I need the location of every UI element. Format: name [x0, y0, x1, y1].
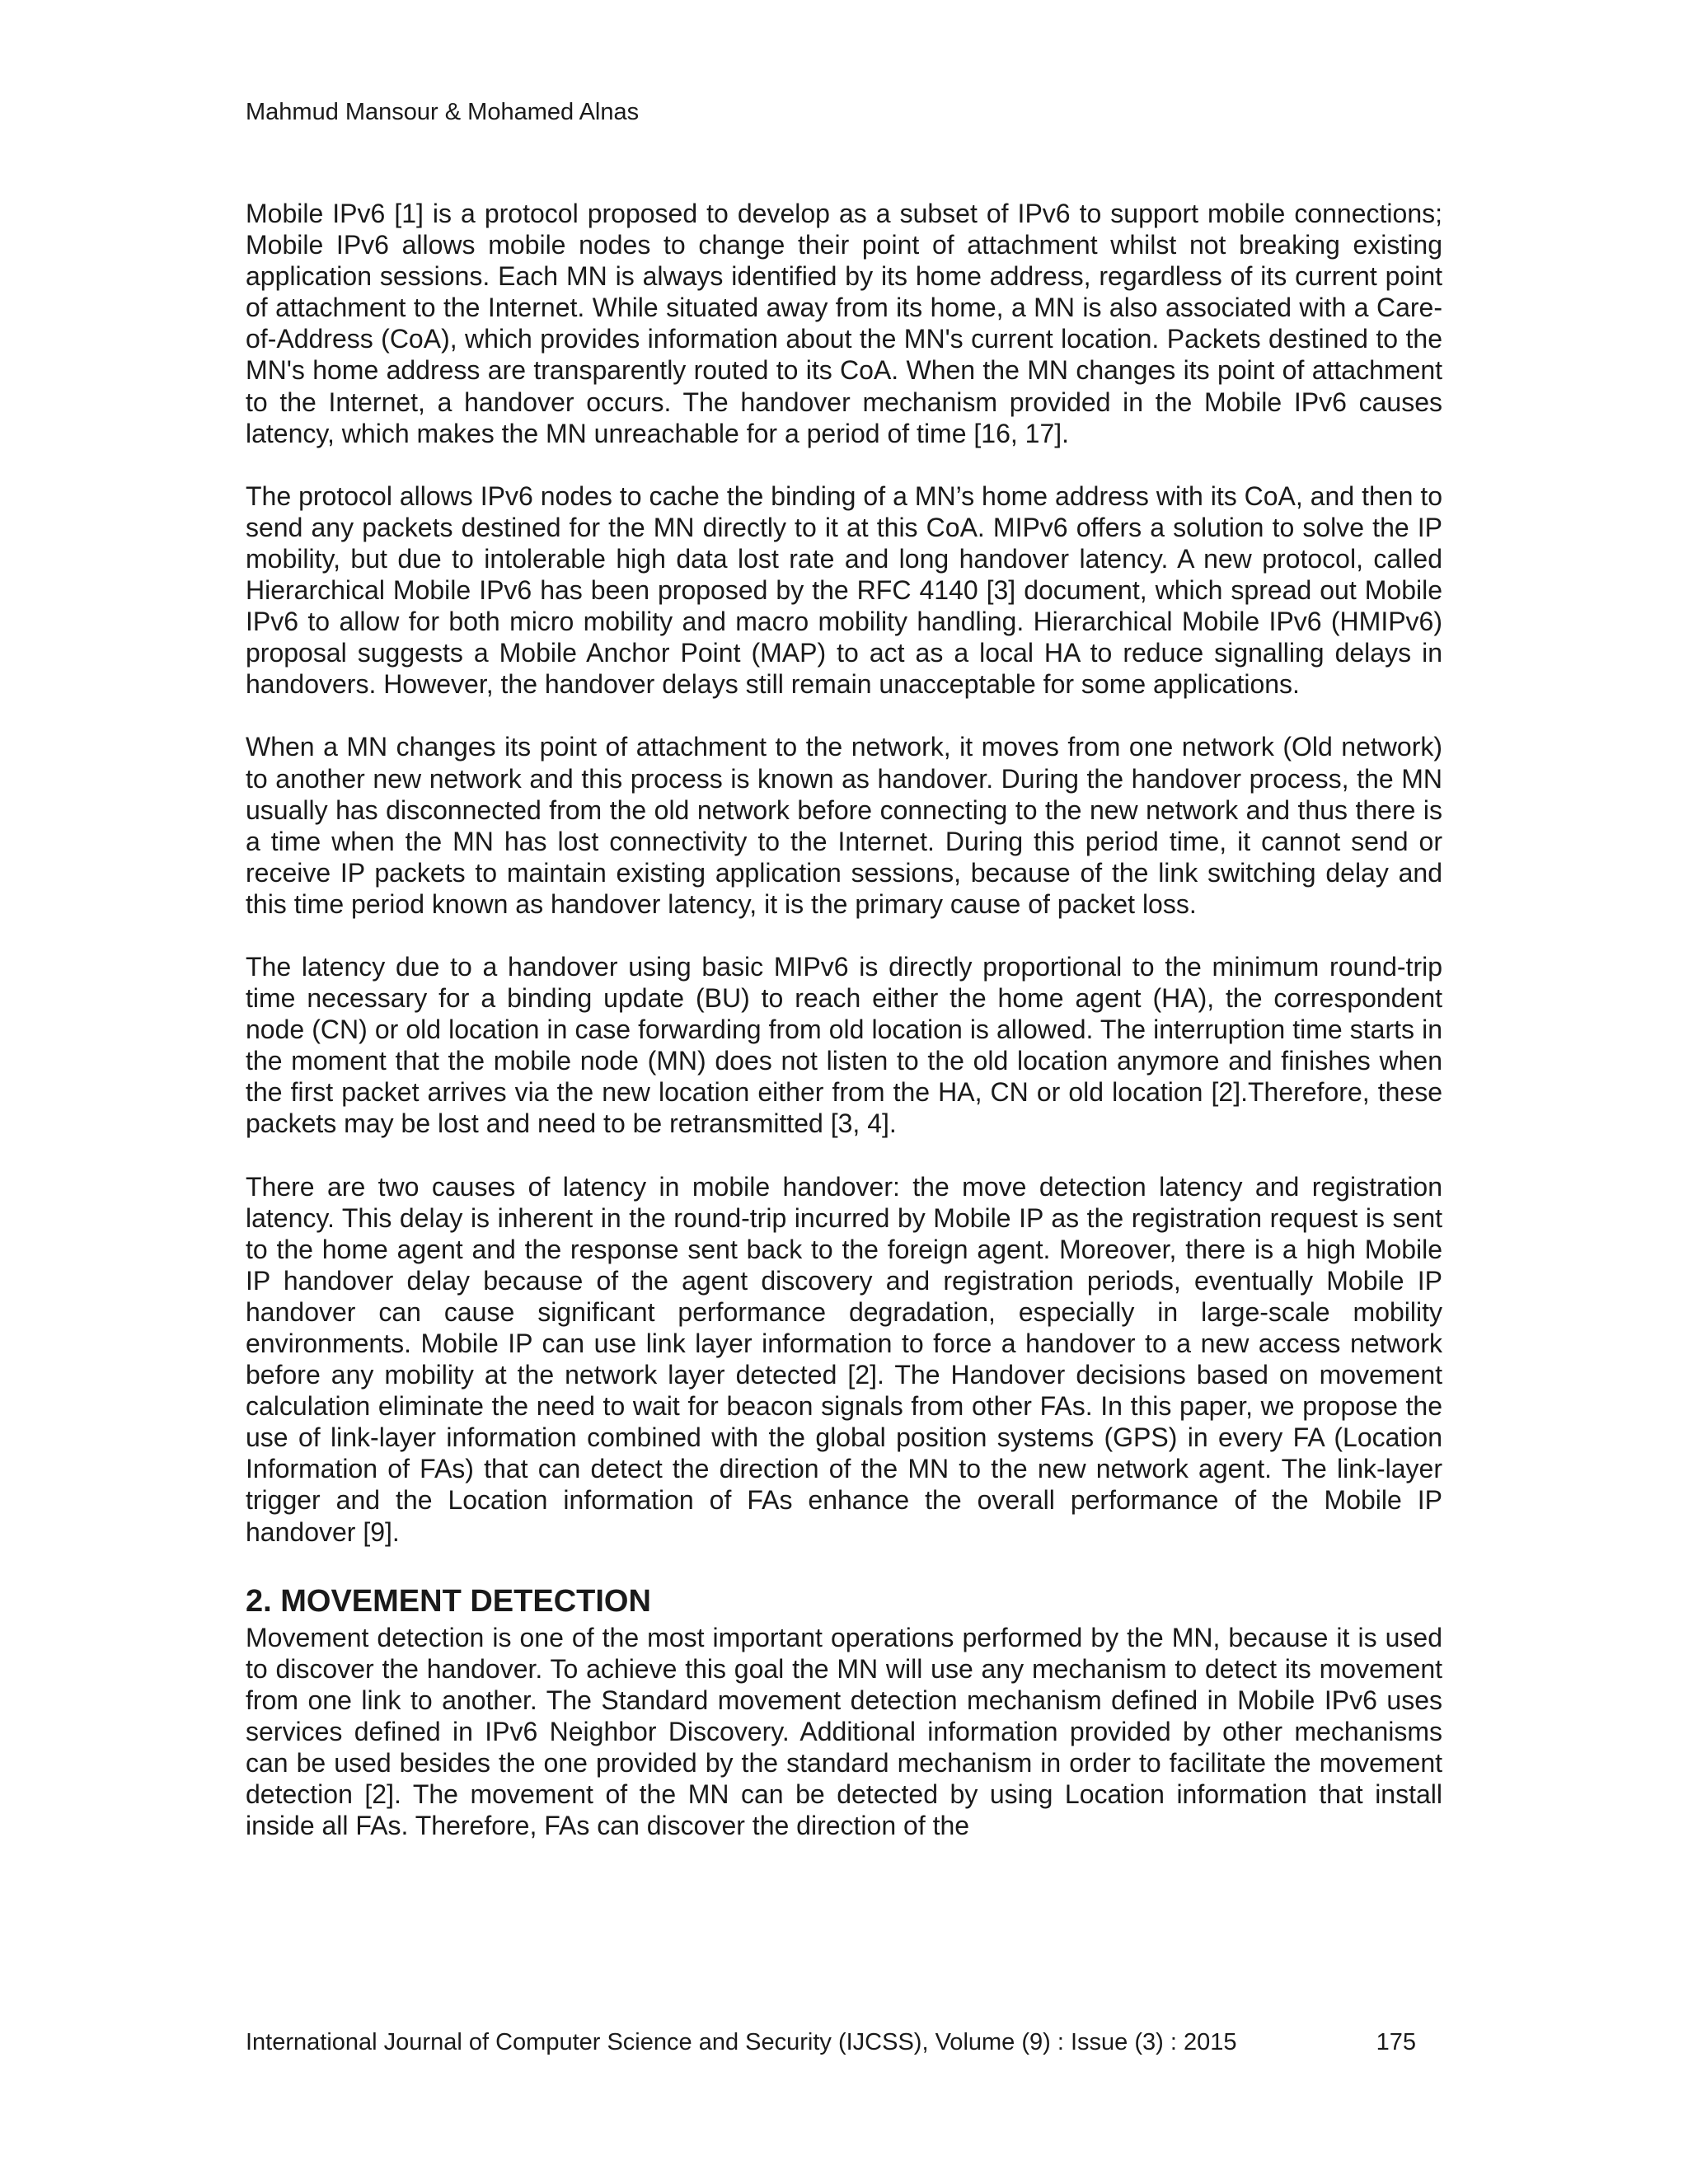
footer-page-number: 175	[1376, 2029, 1416, 2055]
paragraph-latency-causes: There are two causes of latency in mobile handover: the move detection latency and registration latency. This delay is inherent in the round-trip incurred by Mobile IP as the registration request is sent to the home agent and the response sent back to the foreign agent. Moreover, there is a high Mobile IP handover delay because of the agent discovery and registration periods, eventually Mobile IP handover can cause significant performance degradation, especially in large-scale mobility environments. Mobile IP can use link layer information to force a handover to a new access network before any mobility at the network layer detected [2]. The Handover decisions based on movement calculation eliminate the need to wait for beacon signals from other FAs. In this paper, we propose the use of link-layer information combined with the global position systems (GPS) in every FA (Location Information of FAs) that can detect the direction of the MN to the new network agent. The link-layer trigger and the Location information of FAs enhance the overall performance of the Mobile IP handover [9].	[246, 1171, 1442, 1547]
running-head-authors: Mahmud Mansour & Mohamed Alnas	[246, 99, 640, 125]
footer-journal-citation: International Journal of Computer Science and Security (IJCSS), Volume (9) : Issue (3) : 2015	[246, 2029, 1237, 2055]
paragraph-handover-latency: The latency due to a handover using basic MIPv6 is directly proportional to the minimum round-trip time necessary for a binding update (BU) to reach either the home agent (HA), the correspondent node (CN) or old location in case forwarding from old location is allowed. The interruption time starts in the moment that the mobile node (MN) does not listen to the old location anymore and finishes when the first packet arrives via the new location either from the HA, CN or old location [2].Therefore, these packets may be lost and need to be retransmitted [3, 4].	[246, 951, 1442, 1139]
paragraph-handover-process: When a MN changes its point of attachment to the network, it moves from one network (Old network) to another new network and this process is known as handover. During the handover process, the MN usually has disconnected from the old network before connecting to the new network and thus there is a time when the MN has lost connectivity to the Internet. During this period time, it cannot send or receive IP packets to maintain existing application sessions, because of the link switching delay and this time period known as handover latency, it is the primary cause of packet loss.	[246, 732, 1442, 919]
section-heading-movement-detection: 2. MOVEMENT DETECTION	[246, 1583, 651, 1619]
paragraph-binding-cache: The protocol allows IPv6 nodes to cache the binding of a MN’s home address with its CoA, and then to send any packets destined for the MN directly to it at this CoA. MIPv6 offers a solution to solve the IP mobility, but due to intolerable high data lost rate and long handover latency. A new protocol, called Hierarchical Mobile IPv6 has been proposed by the RFC 4140 [3] document, which spread out Mobile IPv6 to allow for both micro mobility and macro mobility handling. Hierarchical Mobile IPv6 (HMIPv6) proposal suggests a Mobile Anchor Point (MAP) to act as a local HA to reduce signalling delays in handovers. However, the handover delays still remain unacceptable for some applications.	[246, 480, 1442, 700]
body-text	[246, 198, 1442, 1872]
paragraph-movement-detection: Movement detection is one of the most important operations performed by the MN, because it is used to discover the handover. To achieve this goal the MN will use any mechanism to detect its movement from one link to another. The Standard movement detection mechanism defined in Mobile IPv6 uses services defined in IPv6 Neighbor Discovery. Additional information provided by other mechanisms can be used besides the one provided by the standard mechanism in order to facilitate the movement detection [2]. The movement of the MN can be detected by using Location information that install inside all FAs. Therefore, FAs can discover the direction of the	[246, 1622, 1442, 1841]
paragraph-mobile-ipv6-intro: Mobile IPv6 [1] is a protocol proposed to develop as a subset of IPv6 to support mobile connections; Mobile IPv6 allows mobile nodes to change their point of attachment whilst not breaking existing application sessions. Each MN is always identified by its home address, regardless of its current point of attachment to the Internet. While situated away from its home, a MN is also associated with a Care-of-Address (CoA), which provides information about the MN's current location. Packets destined to the MN's home address are transparently routed to its CoA. When the MN changes its point of attachment to the Internet, a handover occurs. The handover mechanism provided in the Mobile IPv6 causes latency, which makes the MN unreachable for a period of time [16, 17].	[246, 199, 1442, 448]
